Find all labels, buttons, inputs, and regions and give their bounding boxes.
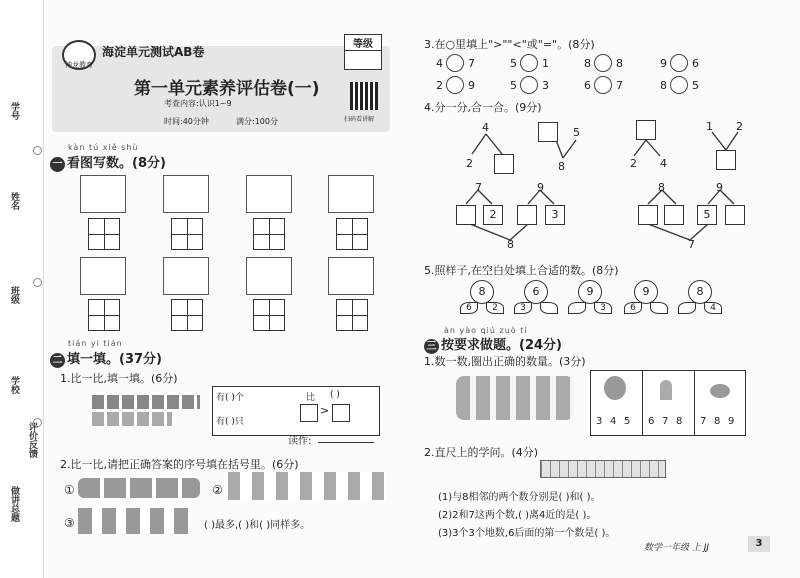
flower-head: 9 bbox=[634, 280, 658, 304]
split-answer-box[interactable] bbox=[456, 205, 476, 225]
picture-trees-flowers-birds bbox=[456, 376, 574, 420]
split-answer-box[interactable] bbox=[538, 122, 558, 142]
flower-leaf[interactable]: 6 bbox=[460, 302, 478, 314]
flower-icon bbox=[660, 380, 672, 400]
split-number: 4 bbox=[482, 121, 489, 134]
flower-head: 8 bbox=[688, 280, 712, 304]
flower-head: 8 bbox=[470, 280, 494, 304]
answer-grid[interactable] bbox=[336, 218, 368, 250]
split-answer-box[interactable] bbox=[638, 205, 658, 225]
split-number: 9 bbox=[537, 181, 544, 194]
compare-right-number: 3 bbox=[542, 79, 549, 92]
picture-rabbits bbox=[228, 472, 386, 500]
footer-label: 数学一年级 上 JJ bbox=[644, 543, 710, 553]
question-2-1: 1.比一比,填一填。(6分) bbox=[60, 372, 178, 385]
answer-box[interactable] bbox=[332, 404, 350, 422]
count-option[interactable]: 8 bbox=[676, 416, 683, 427]
split-number-box: 5 bbox=[697, 205, 717, 225]
split-number: 8 bbox=[658, 181, 665, 194]
binding-hole bbox=[33, 278, 42, 287]
picture-monkeys bbox=[78, 508, 188, 534]
flower-leaf[interactable] bbox=[568, 302, 586, 314]
brand-logo: 神龙教育 bbox=[62, 40, 96, 70]
compare-right-number: 6 bbox=[692, 57, 699, 70]
picture-pigs bbox=[78, 478, 200, 498]
picture-pineapples bbox=[80, 257, 126, 295]
split-number-box: 3 bbox=[545, 205, 565, 225]
compare-right-number: 7 bbox=[468, 57, 475, 70]
answer-grid[interactable] bbox=[253, 299, 285, 331]
scope-text: 考查内容:认识1~9 bbox=[164, 99, 232, 108]
ruler-image bbox=[540, 460, 666, 478]
pinyin: tián yi tián bbox=[68, 339, 123, 348]
count-option[interactable]: 9 bbox=[728, 416, 735, 427]
split-number: 7 bbox=[475, 181, 482, 194]
picture-breads bbox=[328, 257, 374, 295]
picture-elephant bbox=[246, 175, 292, 213]
split-answer-box[interactable] bbox=[517, 205, 537, 225]
bird-icon bbox=[710, 384, 730, 398]
compare-circle[interactable] bbox=[670, 54, 688, 72]
split-number: 9 bbox=[716, 181, 723, 194]
divider bbox=[694, 370, 695, 436]
split-answer-box[interactable] bbox=[664, 205, 684, 225]
picture-spoons bbox=[328, 175, 374, 213]
question-3-2: 2.直尺上的学问。(4分) bbox=[424, 446, 539, 459]
student-id-label: 学号 bbox=[9, 102, 19, 120]
compare-row-1: 有( )个 bbox=[216, 393, 244, 403]
compare-circle[interactable] bbox=[594, 54, 612, 72]
answer-grid[interactable] bbox=[171, 299, 203, 331]
flower-head: 6 bbox=[524, 280, 548, 304]
school-label: 学校 bbox=[9, 376, 19, 394]
score-text: 满分:100分 bbox=[236, 117, 278, 126]
compare-left-number: 4 bbox=[436, 57, 443, 70]
compare-blank: ( ) bbox=[330, 390, 340, 400]
picture-carrots bbox=[80, 175, 126, 213]
brand-title: 海淀单元测试AB卷 bbox=[102, 45, 205, 59]
compare-right-number: 7 bbox=[616, 79, 623, 92]
question-3-1: 1.数一数,圈出正确的数量。(3分) bbox=[424, 355, 586, 368]
compare-left-number: 5 bbox=[510, 57, 517, 70]
ruler-question-2: (2)2和7这两个数,( )离4近的是( )。 bbox=[438, 510, 597, 521]
compare-right-number: 8 bbox=[616, 57, 623, 70]
compare-left-number: 2 bbox=[436, 79, 443, 92]
flower-leaf[interactable]: 4 bbox=[704, 302, 722, 314]
question-5: 5.照样子,在空白处填上合适的数。(8分) bbox=[424, 264, 619, 277]
picture-bowls bbox=[163, 175, 209, 213]
answer-sentence: ( )最多,( )和( )同样多。 bbox=[204, 520, 311, 531]
qr-code-icon bbox=[350, 82, 378, 110]
binding-strip bbox=[0, 0, 44, 578]
binding-hole bbox=[33, 146, 42, 155]
answer-grid[interactable] bbox=[171, 218, 203, 250]
review-label: 做讲总题 bbox=[9, 486, 19, 522]
class-label: 班级 bbox=[9, 286, 19, 304]
time-text: 时间:40分钟 bbox=[164, 117, 209, 126]
choice-2-label: ② bbox=[212, 483, 223, 497]
picture-bees bbox=[92, 412, 172, 426]
page-title: 第一单元素养评估卷(一) bbox=[134, 79, 320, 99]
compare-row-2: 有( )只 bbox=[216, 417, 244, 427]
grade-box: 等级 bbox=[344, 34, 382, 70]
compare-left-number: 8 bbox=[660, 79, 667, 92]
count-option[interactable]: 6 bbox=[648, 416, 655, 427]
split-number-box: 2 bbox=[483, 205, 503, 225]
compare-right-number: 1 bbox=[542, 57, 549, 70]
split-number: 2 bbox=[466, 157, 473, 170]
count-option[interactable]: 3 bbox=[596, 416, 603, 427]
binding-hole bbox=[33, 418, 42, 427]
split-number: 8 bbox=[558, 160, 565, 173]
picture-cubes bbox=[92, 395, 200, 409]
flower-leaf[interactable]: 6 bbox=[624, 302, 642, 314]
header-banner bbox=[52, 39, 390, 132]
question-4: 4.分一分,合一合。(9分) bbox=[424, 101, 542, 114]
divider bbox=[642, 370, 643, 436]
compare-right-number: 9 bbox=[468, 79, 475, 92]
name-label: 姓名 bbox=[9, 192, 19, 210]
picture-pencils bbox=[246, 257, 292, 295]
count-option[interactable]: 7 bbox=[700, 416, 707, 427]
compare-left-number: 8 bbox=[584, 57, 591, 70]
compare-left-number: 9 bbox=[660, 57, 667, 70]
split-number: 7 bbox=[688, 238, 695, 251]
page-number: 3 bbox=[748, 536, 770, 552]
answer-grid[interactable] bbox=[336, 299, 368, 331]
compare-circle[interactable] bbox=[520, 54, 538, 72]
count-option[interactable]: 4 bbox=[610, 416, 617, 427]
tree-icon bbox=[604, 376, 626, 400]
split-number: 4 bbox=[660, 157, 667, 170]
split-answer-box[interactable] bbox=[725, 205, 745, 225]
split-answer-box[interactable] bbox=[716, 150, 736, 170]
feedback-label: 评价反馈 bbox=[27, 422, 37, 458]
answer-box[interactable] bbox=[300, 404, 318, 422]
split-answer-box[interactable] bbox=[494, 154, 514, 174]
ruler-question-1: (1)与8相邻的两个数分别是( )和( )。 bbox=[438, 492, 601, 503]
picture-balls bbox=[163, 257, 209, 295]
section-three-title: 三 按要求做题。(24分) bbox=[424, 334, 562, 354]
count-option[interactable]: 8 bbox=[714, 416, 721, 427]
compare-circle[interactable] bbox=[594, 76, 612, 94]
flower-leaf[interactable]: 3 bbox=[514, 302, 532, 314]
answer-line[interactable] bbox=[318, 442, 374, 443]
compare-circle[interactable] bbox=[520, 76, 538, 94]
compare-than: 比 bbox=[306, 393, 316, 403]
split-answer-box[interactable] bbox=[636, 120, 656, 140]
answer-grid[interactable] bbox=[88, 218, 120, 250]
compare-circle[interactable] bbox=[670, 76, 688, 94]
choice-1-label: ① bbox=[64, 483, 75, 497]
section-one-title: 一 看图写数。(8分) bbox=[50, 152, 166, 172]
compare-right-number: 5 bbox=[692, 79, 699, 92]
qr-label: 扫码看讲解 bbox=[344, 116, 375, 123]
compare-left-number: 6 bbox=[584, 79, 591, 92]
pinyin: kàn tú xiě shù bbox=[68, 143, 139, 152]
count-option[interactable]: 5 bbox=[624, 416, 631, 427]
flower-leaf[interactable]: 3 bbox=[594, 302, 612, 314]
flower-leaf[interactable] bbox=[540, 302, 558, 314]
split-number: 1 bbox=[706, 120, 713, 133]
ruler-question-3: (3)3个3个地数,6后面的第一个数是( )。 bbox=[438, 528, 616, 539]
flower-head: 9 bbox=[578, 280, 602, 304]
compare-circle[interactable] bbox=[446, 76, 464, 94]
flower-leaf[interactable]: 2 bbox=[486, 302, 504, 314]
section-two-title: 二 填一填。(37分) bbox=[50, 348, 162, 368]
flower-leaf[interactable] bbox=[678, 302, 696, 314]
compare-left-number: 5 bbox=[510, 79, 517, 92]
question-2-2: 2.比一比,请把正确答案的序号填在括号里。(6分) bbox=[60, 458, 299, 471]
compare-circle[interactable] bbox=[446, 54, 464, 72]
answer-grid[interactable] bbox=[88, 299, 120, 331]
split-number: 2 bbox=[630, 157, 637, 170]
flower-leaf[interactable] bbox=[650, 302, 668, 314]
split-number: 5 bbox=[573, 126, 580, 139]
choice-3-label: ③ bbox=[64, 516, 75, 530]
question-3: 3.在○里填上">""<"或"="。(8分) bbox=[424, 38, 595, 51]
pinyin: àn yào qiú zuò tí bbox=[444, 326, 528, 335]
split-number: 2 bbox=[736, 120, 743, 133]
answer-grid[interactable] bbox=[253, 218, 285, 250]
read-as-label: 读作: bbox=[288, 436, 312, 447]
greater-sign: > bbox=[320, 404, 330, 417]
count-option[interactable]: 7 bbox=[662, 416, 669, 427]
split-number: 8 bbox=[507, 238, 514, 251]
